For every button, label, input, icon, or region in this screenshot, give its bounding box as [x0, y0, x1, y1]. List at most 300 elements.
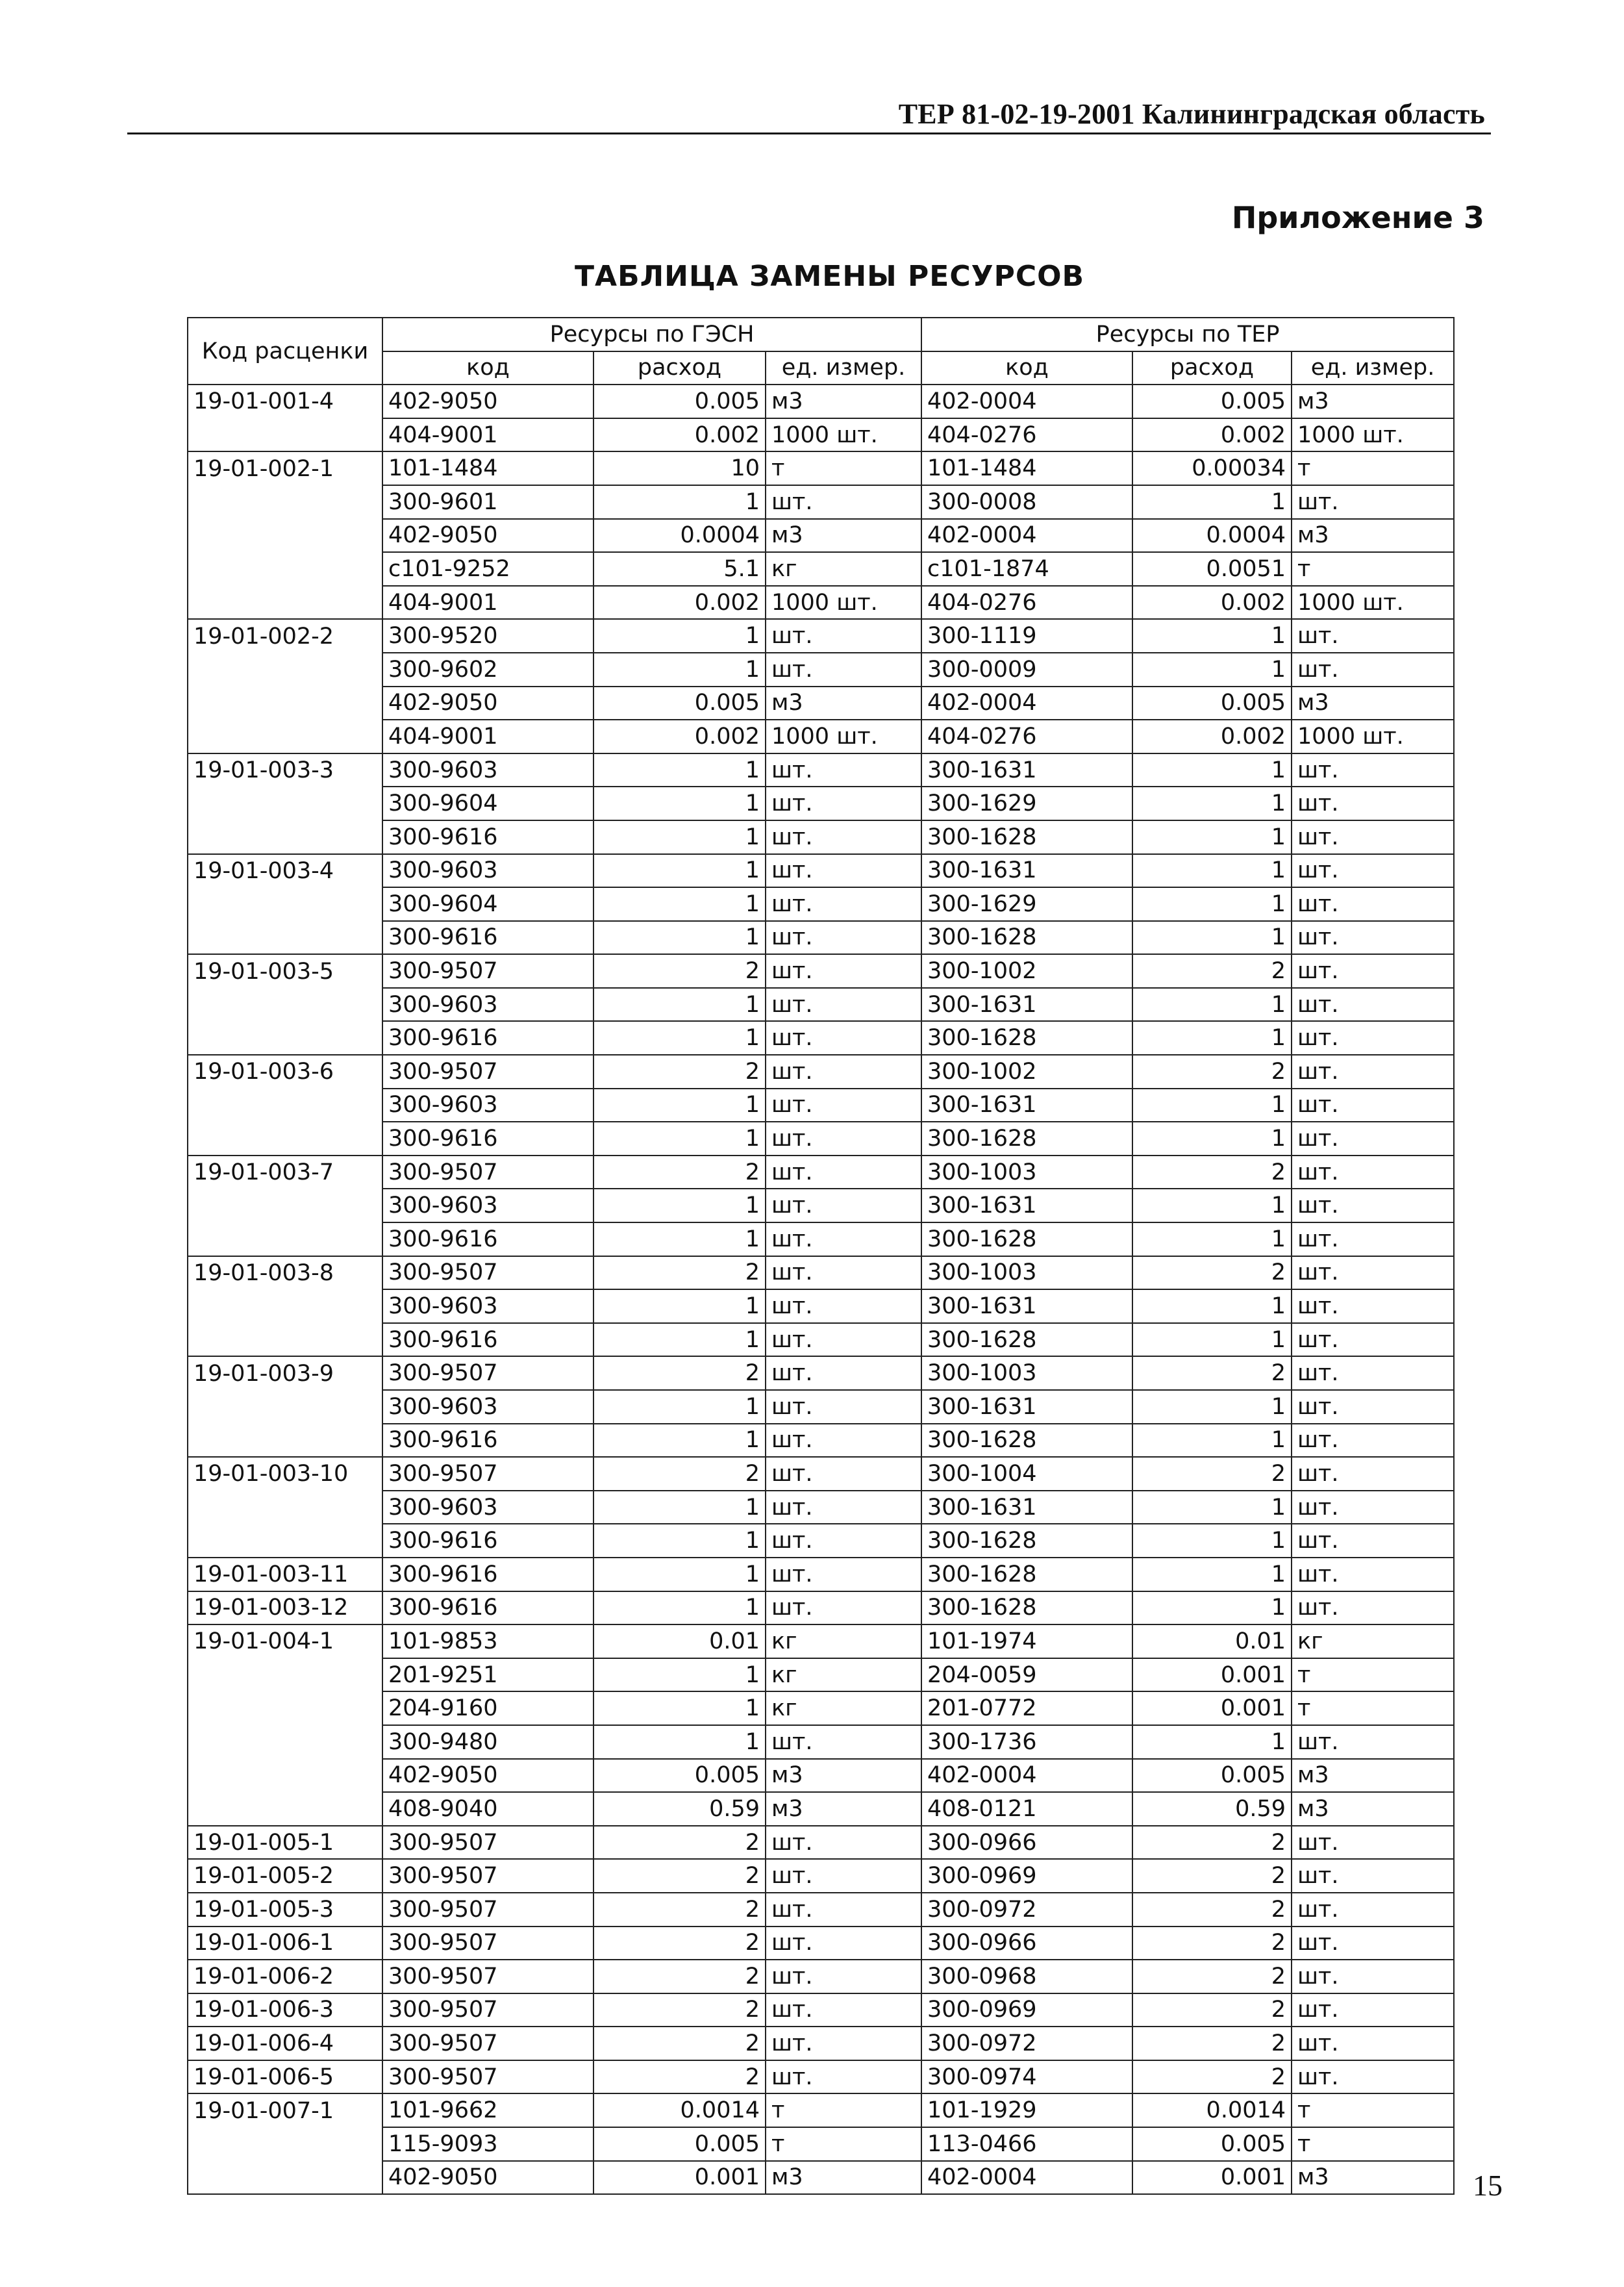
gesn-code-cell: 300-9507: [382, 1256, 593, 1290]
ter-code-cell: 404-0276: [921, 586, 1132, 620]
rate-code-cell: [188, 887, 382, 921]
gesn-amount-cell: 1: [593, 1491, 766, 1524]
rate-code-cell: 19-01-006-2: [188, 1960, 382, 1993]
ter-amount-cell: 1: [1132, 1390, 1292, 1424]
gesn-code-cell: 300-9480: [382, 1725, 593, 1759]
gesn-amount-cell: 2: [593, 1356, 766, 1390]
rate-code-cell: [188, 921, 382, 955]
table-row: [188, 385, 1454, 418]
gesn-code-cell: 300-9616: [382, 1424, 593, 1458]
ter-amount-cell: 0.001: [1132, 1658, 1292, 1692]
page-number: 15: [1473, 2169, 1503, 2202]
gesn-amount-cell: 1: [593, 1658, 766, 1692]
rate-code-cell: [188, 653, 382, 687]
gesn-unit-cell: шт.: [766, 1558, 921, 1591]
ter-code-cell: 300-1628: [921, 1424, 1132, 1458]
table-row: [188, 1323, 1454, 1357]
ter-amount-cell: 1: [1132, 787, 1292, 820]
gesn-code-cell: 101-9662: [382, 2093, 593, 2127]
ter-code-cell: 300-1631: [921, 1089, 1132, 1122]
gesn-unit-cell: шт.: [766, 753, 921, 787]
ter-amount-cell: 1: [1132, 1323, 1292, 1357]
table-row: [188, 1491, 1454, 1524]
gesn-unit-cell: шт.: [766, 653, 921, 687]
ter-amount-cell: 1: [1132, 988, 1292, 1022]
gesn-code-cell: 300-9604: [382, 787, 593, 820]
gesn-amount-cell: 5.1: [593, 552, 766, 586]
gesn-amount-cell: 1: [593, 1725, 766, 1759]
ter-code-cell: 300-1003: [921, 1256, 1132, 1290]
gesn-amount-cell: 2: [593, 1993, 766, 2027]
gesn-amount-cell: 1: [593, 820, 766, 854]
ter-unit-cell: м3: [1292, 385, 1454, 418]
table-row: [188, 1222, 1454, 1256]
header-code: Код расценки: [188, 318, 382, 385]
gesn-amount-cell: 0.59: [593, 1792, 766, 1826]
gesn-unit-cell: шт.: [766, 1021, 921, 1055]
ter-code-cell: 204-0059: [921, 1658, 1132, 1692]
ter-unit-cell: шт.: [1292, 1189, 1454, 1222]
ter-code-cell: 300-0008: [921, 485, 1132, 519]
table-row: [188, 988, 1454, 1022]
table-row: [188, 687, 1454, 720]
table-row: [188, 1356, 1454, 1390]
table-row: [188, 1189, 1454, 1222]
gesn-unit-cell: 1000 шт.: [766, 720, 921, 753]
rate-code-cell: 19-01-002-1: [188, 451, 382, 485]
ter-amount-cell: 1: [1132, 1289, 1292, 1323]
table-row: [188, 2060, 1454, 2094]
table-row: [188, 1089, 1454, 1122]
ter-unit-cell: шт.: [1292, 1993, 1454, 2027]
ter-unit-cell: шт.: [1292, 954, 1454, 988]
gesn-unit-cell: шт.: [766, 954, 921, 988]
ter-code-cell: 300-1631: [921, 1390, 1132, 1424]
ter-code-cell: 300-1628: [921, 1222, 1132, 1256]
table-row: [188, 619, 1454, 653]
ter-unit-cell: м3: [1292, 687, 1454, 720]
ter-amount-cell: 2: [1132, 1156, 1292, 1189]
table-row: [188, 820, 1454, 854]
document-header-title: ТЕР 81-02-19-2001 Калининградская область: [898, 98, 1485, 130]
gesn-amount-cell: 2: [593, 954, 766, 988]
gesn-unit-cell: шт.: [766, 1089, 921, 1122]
gesn-amount-cell: 1: [593, 854, 766, 888]
table-row: [188, 653, 1454, 687]
header-ter-group: Ресурсы по ТЕР: [921, 318, 1454, 351]
gesn-code-cell: 300-9507: [382, 2027, 593, 2060]
ter-unit-cell: шт.: [1292, 1021, 1454, 1055]
gesn-unit-cell: шт.: [766, 1893, 921, 1927]
ter-amount-cell: 0.002: [1132, 418, 1292, 452]
gesn-code-cell: 300-9616: [382, 1323, 593, 1357]
ter-code-cell: 300-0972: [921, 2027, 1132, 2060]
ter-unit-cell: шт.: [1292, 1055, 1454, 1089]
rate-code-cell: [188, 485, 382, 519]
rate-code-cell: [188, 418, 382, 452]
ter-amount-cell: 0.0004: [1132, 519, 1292, 553]
ter-code-cell: с101-1874: [921, 552, 1132, 586]
ter-code-cell: 300-0969: [921, 1993, 1132, 2027]
rate-code-cell: 19-01-005-2: [188, 1859, 382, 1893]
gesn-amount-cell: 2: [593, 1859, 766, 1893]
ter-unit-cell: т: [1292, 1691, 1454, 1725]
ter-unit-cell: 1000 шт.: [1292, 418, 1454, 452]
gesn-amount-cell: 1: [593, 1558, 766, 1591]
gesn-unit-cell: т: [766, 451, 921, 485]
ter-code-cell: 300-1628: [921, 921, 1132, 955]
table-row: [188, 1859, 1454, 1893]
ter-amount-cell: 2: [1132, 2027, 1292, 2060]
rate-code-cell: [188, 1524, 382, 1558]
table-row: [188, 921, 1454, 955]
rate-code-cell: [188, 1491, 382, 1524]
gesn-amount-cell: 2: [593, 1055, 766, 1089]
gesn-amount-cell: 0.002: [593, 418, 766, 452]
rate-code-cell: [188, 1424, 382, 1458]
rate-code-cell: [188, 988, 382, 1022]
ter-amount-cell: 0.005: [1132, 687, 1292, 720]
gesn-unit-cell: шт.: [766, 1055, 921, 1089]
table-row: [188, 418, 1454, 452]
ter-unit-cell: шт.: [1292, 921, 1454, 955]
ter-amount-cell: 0.005: [1132, 385, 1292, 418]
table-row: [188, 1759, 1454, 1793]
ter-code-cell: 404-0276: [921, 720, 1132, 753]
gesn-unit-cell: м3: [766, 519, 921, 553]
ter-amount-cell: 1: [1132, 921, 1292, 955]
gesn-unit-cell: м3: [766, 385, 921, 418]
ter-amount-cell: 0.001: [1132, 1691, 1292, 1725]
ter-code-cell: 402-0004: [921, 385, 1132, 418]
ter-amount-cell: 2: [1132, 1457, 1292, 1491]
ter-unit-cell: шт.: [1292, 1826, 1454, 1860]
gesn-amount-cell: 1: [593, 619, 766, 653]
gesn-code-cell: 300-9507: [382, 1960, 593, 1993]
ter-amount-cell: 2: [1132, 1356, 1292, 1390]
ter-code-cell: 300-1628: [921, 1591, 1132, 1625]
gesn-code-cell: 300-9616: [382, 1222, 593, 1256]
ter-unit-cell: шт.: [1292, 1457, 1454, 1491]
ter-unit-cell: шт.: [1292, 1591, 1454, 1625]
ter-amount-cell: 1: [1132, 485, 1292, 519]
ter-unit-cell: шт.: [1292, 1156, 1454, 1189]
ter-code-cell: 300-1628: [921, 820, 1132, 854]
ter-code-cell: 404-0276: [921, 418, 1132, 452]
ter-code-cell: 300-1631: [921, 1491, 1132, 1524]
rate-code-cell: [188, 1792, 382, 1826]
ter-code-cell: 101-1974: [921, 1624, 1132, 1658]
gesn-unit-cell: м3: [766, 1792, 921, 1826]
table-row: [188, 2027, 1454, 2060]
ter-amount-cell: 1: [1132, 1021, 1292, 1055]
gesn-code-cell: 300-9507: [382, 954, 593, 988]
ter-code-cell: 300-0974: [921, 2060, 1132, 2094]
rate-code-cell: [188, 1323, 382, 1357]
ter-amount-cell: 0.005: [1132, 1759, 1292, 1793]
gesn-amount-cell: 1: [593, 921, 766, 955]
ter-unit-cell: шт.: [1292, 988, 1454, 1022]
table-row: [188, 1591, 1454, 1625]
ter-unit-cell: т: [1292, 552, 1454, 586]
gesn-code-cell: 404-9001: [382, 720, 593, 753]
ter-unit-cell: шт.: [1292, 1356, 1454, 1390]
ter-amount-cell: 1: [1132, 1591, 1292, 1625]
gesn-unit-cell: шт.: [766, 1356, 921, 1390]
table-row: [188, 2093, 1454, 2127]
gesn-code-cell: 300-9601: [382, 485, 593, 519]
gesn-amount-cell: 0.001: [593, 2161, 766, 2195]
ter-amount-cell: 1: [1132, 619, 1292, 653]
table-row: [188, 485, 1454, 519]
ter-amount-cell: 0.001: [1132, 2161, 1292, 2195]
ter-code-cell: 201-0772: [921, 1691, 1132, 1725]
ter-amount-cell: 2: [1132, 954, 1292, 988]
gesn-code-cell: с101-9252: [382, 552, 593, 586]
ter-code-cell: 300-1629: [921, 787, 1132, 820]
table-row: [188, 1558, 1454, 1591]
ter-unit-cell: шт.: [1292, 1122, 1454, 1156]
ter-amount-cell: 1: [1132, 1189, 1292, 1222]
gesn-unit-cell: шт.: [766, 820, 921, 854]
ter-amount-cell: 2: [1132, 1993, 1292, 2027]
gesn-unit-cell: кг: [766, 552, 921, 586]
ter-unit-cell: т: [1292, 451, 1454, 485]
rate-code-cell: 19-01-003-6: [188, 1055, 382, 1089]
gesn-code-cell: 300-9603: [382, 753, 593, 787]
ter-code-cell: 300-1631: [921, 1189, 1132, 1222]
gesn-unit-cell: шт.: [766, 619, 921, 653]
gesn-unit-cell: шт.: [766, 1859, 921, 1893]
ter-code-cell: 300-1628: [921, 1524, 1132, 1558]
gesn-unit-cell: шт.: [766, 1390, 921, 1424]
gesn-code-cell: 204-9160: [382, 1691, 593, 1725]
rate-code-cell: [188, 552, 382, 586]
rate-code-cell: [188, 720, 382, 753]
table-row: [188, 1927, 1454, 1960]
gesn-unit-cell: шт.: [766, 1323, 921, 1357]
rate-code-cell: [188, 1222, 382, 1256]
gesn-code-cell: 300-9604: [382, 887, 593, 921]
gesn-code-cell: 300-9616: [382, 1122, 593, 1156]
table-row: [188, 1725, 1454, 1759]
ter-amount-cell: 0.002: [1132, 720, 1292, 753]
gesn-unit-cell: 1000 шт.: [766, 418, 921, 452]
gesn-amount-cell: 1: [593, 1390, 766, 1424]
header-ter-rashod: расход: [1132, 351, 1292, 385]
gesn-unit-cell: шт.: [766, 2060, 921, 2094]
ter-code-cell: 300-1631: [921, 753, 1132, 787]
ter-unit-cell: 1000 шт.: [1292, 586, 1454, 620]
ter-amount-cell: 1: [1132, 653, 1292, 687]
rate-code-cell: 19-01-003-3: [188, 753, 382, 787]
gesn-unit-cell: шт.: [766, 854, 921, 888]
ter-amount-cell: 1: [1132, 820, 1292, 854]
gesn-code-cell: 300-9616: [382, 921, 593, 955]
gesn-unit-cell: кг: [766, 1691, 921, 1725]
gesn-code-cell: 300-9603: [382, 1289, 593, 1323]
ter-unit-cell: шт.: [1292, 653, 1454, 687]
gesn-code-cell: 300-9616: [382, 1021, 593, 1055]
ter-amount-cell: 2: [1132, 1927, 1292, 1960]
ter-amount-cell: 1: [1132, 1122, 1292, 1156]
ter-unit-cell: шт.: [1292, 1859, 1454, 1893]
ter-amount-cell: 0.0014: [1132, 2093, 1292, 2127]
gesn-unit-cell: шт.: [766, 1960, 921, 1993]
gesn-amount-cell: 0.002: [593, 720, 766, 753]
rate-code-cell: 19-01-007-1: [188, 2093, 382, 2127]
ter-amount-cell: 1: [1132, 1424, 1292, 1458]
gesn-unit-cell: м3: [766, 2161, 921, 2195]
gesn-amount-cell: 2: [593, 2060, 766, 2094]
table-row: [188, 2127, 1454, 2161]
ter-amount-cell: 1: [1132, 1524, 1292, 1558]
rate-code-cell: 19-01-003-8: [188, 1256, 382, 1290]
header-gesn-rashod: расход: [593, 351, 766, 385]
ter-unit-cell: шт.: [1292, 619, 1454, 653]
rate-code-cell: [188, 1089, 382, 1122]
ter-unit-cell: шт.: [1292, 1524, 1454, 1558]
gesn-amount-cell: 2: [593, 1457, 766, 1491]
table-row: [188, 1122, 1454, 1156]
ter-code-cell: 300-0009: [921, 653, 1132, 687]
ter-amount-cell: 2: [1132, 1893, 1292, 1927]
table-row: [188, 753, 1454, 787]
gesn-code-cell: 101-9853: [382, 1624, 593, 1658]
ter-amount-cell: 1: [1132, 753, 1292, 787]
gesn-code-cell: 300-9507: [382, 1356, 593, 1390]
gesn-amount-cell: 1: [593, 653, 766, 687]
gesn-code-cell: 300-9520: [382, 619, 593, 653]
rate-code-cell: [188, 1390, 382, 1424]
ter-unit-cell: шт.: [1292, 1089, 1454, 1122]
gesn-code-cell: 115-9093: [382, 2127, 593, 2161]
ter-code-cell: 408-0121: [921, 1792, 1132, 1826]
gesn-amount-cell: 1: [593, 1524, 766, 1558]
table-row: [188, 586, 1454, 620]
ter-code-cell: 300-1002: [921, 1055, 1132, 1089]
gesn-amount-cell: 0.005: [593, 687, 766, 720]
resource-replacement-table: [187, 317, 1455, 2195]
gesn-code-cell: 402-9050: [382, 687, 593, 720]
ter-code-cell: 402-0004: [921, 2161, 1132, 2195]
rate-code-cell: [188, 586, 382, 620]
gesn-code-cell: 300-9507: [382, 1993, 593, 2027]
gesn-code-cell: 300-9507: [382, 1156, 593, 1189]
ter-unit-cell: т: [1292, 2127, 1454, 2161]
ter-unit-cell: шт.: [1292, 1927, 1454, 1960]
table-body: [188, 385, 1454, 2194]
gesn-unit-cell: шт.: [766, 1591, 921, 1625]
rate-code-cell: 19-01-006-5: [188, 2060, 382, 2094]
ter-unit-cell: шт.: [1292, 2027, 1454, 2060]
table-row: [188, 1993, 1454, 2027]
table-row: [188, 954, 1454, 988]
table-row: [188, 1457, 1454, 1491]
gesn-code-cell: 201-9251: [382, 1658, 593, 1692]
gesn-amount-cell: 0.005: [593, 1759, 766, 1793]
ter-amount-cell: 0.01: [1132, 1624, 1292, 1658]
ter-unit-cell: шт.: [1292, 753, 1454, 787]
ter-unit-cell: т: [1292, 1658, 1454, 1692]
rate-code-cell: 19-01-006-4: [188, 2027, 382, 2060]
ter-amount-cell: 1: [1132, 854, 1292, 888]
gesn-code-cell: 300-9603: [382, 1390, 593, 1424]
gesn-unit-cell: шт.: [766, 1491, 921, 1524]
rate-code-cell: 19-01-002-2: [188, 619, 382, 653]
gesn-amount-cell: 0.005: [593, 2127, 766, 2161]
rate-code-cell: 19-01-003-11: [188, 1558, 382, 1591]
ter-code-cell: 402-0004: [921, 1759, 1132, 1793]
gesn-amount-cell: 2: [593, 2027, 766, 2060]
rate-code-cell: [188, 1289, 382, 1323]
ter-code-cell: 402-0004: [921, 519, 1132, 553]
header-rule: [127, 133, 1491, 134]
gesn-unit-cell: т: [766, 2127, 921, 2161]
gesn-code-cell: 300-9507: [382, 2060, 593, 2094]
ter-code-cell: 300-1004: [921, 1457, 1132, 1491]
ter-code-cell: 300-1629: [921, 887, 1132, 921]
ter-amount-cell: 1: [1132, 887, 1292, 921]
header-ter-kod: код: [921, 351, 1132, 385]
table-row: [188, 1524, 1454, 1558]
gesn-amount-cell: 1: [593, 1122, 766, 1156]
ter-code-cell: 300-1736: [921, 1725, 1132, 1759]
ter-unit-cell: шт.: [1292, 1424, 1454, 1458]
gesn-unit-cell: шт.: [766, 1725, 921, 1759]
gesn-code-cell: 300-9507: [382, 1826, 593, 1860]
ter-unit-cell: шт.: [1292, 1323, 1454, 1357]
table-row: [188, 1960, 1454, 1993]
gesn-amount-cell: 1: [593, 1289, 766, 1323]
ter-amount-cell: 1: [1132, 1725, 1292, 1759]
rate-code-cell: 19-01-003-10: [188, 1457, 382, 1491]
gesn-unit-cell: шт.: [766, 1927, 921, 1960]
ter-amount-cell: 2: [1132, 1960, 1292, 1993]
gesn-amount-cell: 1: [593, 1021, 766, 1055]
ter-code-cell: 300-1631: [921, 1289, 1132, 1323]
rate-code-cell: 19-01-005-1: [188, 1826, 382, 1860]
gesn-amount-cell: 1: [593, 1189, 766, 1222]
gesn-unit-cell: шт.: [766, 485, 921, 519]
ter-code-cell: 300-1002: [921, 954, 1132, 988]
gesn-unit-cell: шт.: [766, 2027, 921, 2060]
gesn-code-cell: 404-9001: [382, 586, 593, 620]
rate-code-cell: [188, 687, 382, 720]
gesn-code-cell: 402-9050: [382, 1759, 593, 1793]
gesn-amount-cell: 2: [593, 1927, 766, 1960]
ter-unit-cell: шт.: [1292, 1222, 1454, 1256]
table-row: [188, 519, 1454, 553]
table-row: [188, 1658, 1454, 1692]
gesn-amount-cell: 1: [593, 1323, 766, 1357]
rate-code-cell: [188, 519, 382, 553]
gesn-amount-cell: 0.0004: [593, 519, 766, 553]
header-ter-ed: ед. измер.: [1292, 351, 1454, 385]
ter-code-cell: 300-0972: [921, 1893, 1132, 1927]
ter-unit-cell: шт.: [1292, 887, 1454, 921]
rate-code-cell: 19-01-001-4: [188, 385, 382, 418]
gesn-unit-cell: шт.: [766, 921, 921, 955]
gesn-unit-cell: шт.: [766, 1222, 921, 1256]
table-row: [188, 1156, 1454, 1189]
rate-code-cell: 19-01-006-3: [188, 1993, 382, 2027]
table-row: [188, 1691, 1454, 1725]
rate-code-cell: [188, 2127, 382, 2161]
ter-unit-cell: м3: [1292, 519, 1454, 553]
gesn-code-cell: 402-9050: [382, 519, 593, 553]
table-row: [188, 1792, 1454, 1826]
